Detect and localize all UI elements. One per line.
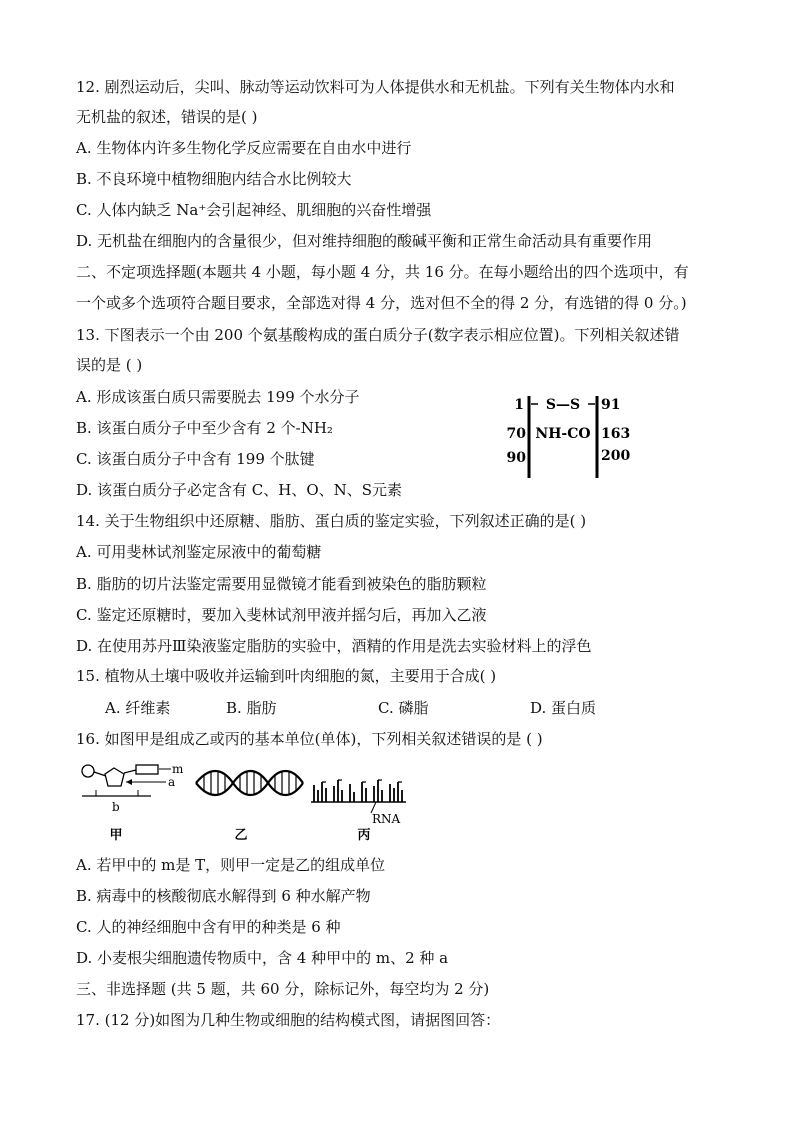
q16-option-a: A. 若甲中的 m是 T，则甲一定是乙的组成单位 (76, 856, 386, 874)
label-b: b (112, 800, 120, 814)
position-163-label: 163 (601, 426, 631, 442)
q13-stem-line2: 误的是 ( ) (76, 356, 143, 374)
section3-instructions: 三、非选择题 (共 5 题，共 60 分，除标记外，每空均为 2 分) (76, 980, 490, 998)
nucleic-acid-diagram (76, 760, 426, 842)
q14-stem: 14. 关于生物组织中还原糖、脂肪、蛋白质的鉴定实验，下列叙述正确的是( ) (76, 512, 587, 530)
caption-bing: 丙 (357, 828, 371, 842)
q15-stem: 15. 植物从土壤中吸收并运输到叶肉细胞的氮，主要用于合成( ) (76, 667, 497, 685)
q14-option-d: D. 在使用苏丹Ⅲ染液鉴定脂肪的实验中，酒精的作用是洗去实验材料上的浮色 (76, 637, 592, 655)
q12-option-a: A. 生物体内许多生物化学反应需要在自由水中进行 (76, 139, 412, 157)
q13-option-d: D. 该蛋白质分子必定含有 C、H、O、N、S元素 (76, 481, 403, 499)
q16-option-b: B. 病毒中的核酸彻底水解得到 6 种水解产物 (76, 887, 371, 905)
protein-structure-diagram (500, 392, 640, 482)
label-rna: RNA (372, 812, 401, 826)
caption-yi: 乙 (234, 828, 248, 842)
q12-stem-line1: 12. 剧烈运动后，尖叫、脉动等运动饮料可为人体提供水和无机盐。下列有关生物体内水和 (76, 78, 675, 96)
q12-option-b: B. 不良环境中植物细胞内结合水比例较大 (76, 170, 352, 188)
dna-double-helix-icon (196, 771, 303, 795)
caption-jia: 甲 (109, 828, 123, 842)
disulfide-bond-label: S—S (545, 397, 581, 413)
position-1-label: 1 (514, 397, 524, 413)
q14-option-c: C. 鉴定还原糖时，要加入斐林试剂甲液并摇匀后，再加入乙液 (76, 606, 487, 624)
q15-option-d: D. 蛋白质 (530, 699, 597, 717)
position-200-label: 200 (601, 448, 631, 464)
section2-instructions-line2: 一个或多个选项符合题目要求，全部选对得 4 分，选对但不全的得 2 分，有选错的得 0 分。) (76, 294, 687, 312)
q13-option-b: B. 该蛋白质分子中至少含有 2 个-NH₂ (76, 419, 333, 437)
position-70-label: 70 (506, 426, 526, 442)
q13-option-a: A. 形成该蛋白质只需要脱去 199 个水分子 (76, 388, 360, 406)
q16-option-d: D. 小麦根尖细胞遗传物质中，含 4 种甲中的 m、2 种 a (76, 949, 449, 967)
q14-option-b: B. 脂肪的切片法鉴定需要用显微镜才能看到被染色的脂肪颗粒 (76, 575, 487, 593)
q13-option-c: C. 该蛋白质分子中含有 199 个肽键 (76, 450, 315, 468)
position-91-label: 91 (601, 397, 621, 413)
q16-stem: 16. 如图甲是组成乙或丙的基本单位(单体)，下列相关叙述错误的是 ( ) (76, 730, 543, 748)
q16-option-c: C. 人的神经细胞中含有甲的种类是 6 种 (76, 918, 341, 936)
position-90-label: 90 (506, 450, 526, 466)
q15-option-c: C. 磷脂 (378, 699, 429, 717)
q12-option-d: D. 无机盐在细胞内的含量很少，但对维持细胞的酸碱平衡和正常生命活动具有重要作用 (76, 232, 653, 250)
rna-strand-icon (311, 780, 406, 813)
peptide-bond-label: NH-CO (535, 426, 591, 442)
q15-option-b: B. 脂肪 (226, 699, 277, 717)
label-a: a (168, 775, 176, 789)
q12-option-c: C. 人体内缺乏 Na⁺会引起神经、肌细胞的兴奋性增强 (76, 201, 432, 219)
q12-stem-line2: 无机盐的叙述，错误的是( ) (76, 108, 258, 126)
label-m: m (172, 762, 184, 776)
q14-option-a: A. 可用斐林试剂鉴定尿液中的葡萄糖 (76, 543, 322, 561)
q13-stem-line1: 13. 下图表示一个由 200 个氨基酸构成的蛋白质分子(数字表示相应位置)。下列相关叙述错 (76, 326, 680, 344)
q15-option-a: A. 纤维素 (105, 699, 171, 717)
section2-instructions-line1: 二、不定项选择题(本题共 4 小题，每小题 4 分，共 16 分。在每小题给出的四个选项中，有 (76, 263, 689, 281)
q17-stem: 17. (12 分)如图为几种生物或细胞的结构模式图，请据图回答： (76, 1011, 501, 1029)
